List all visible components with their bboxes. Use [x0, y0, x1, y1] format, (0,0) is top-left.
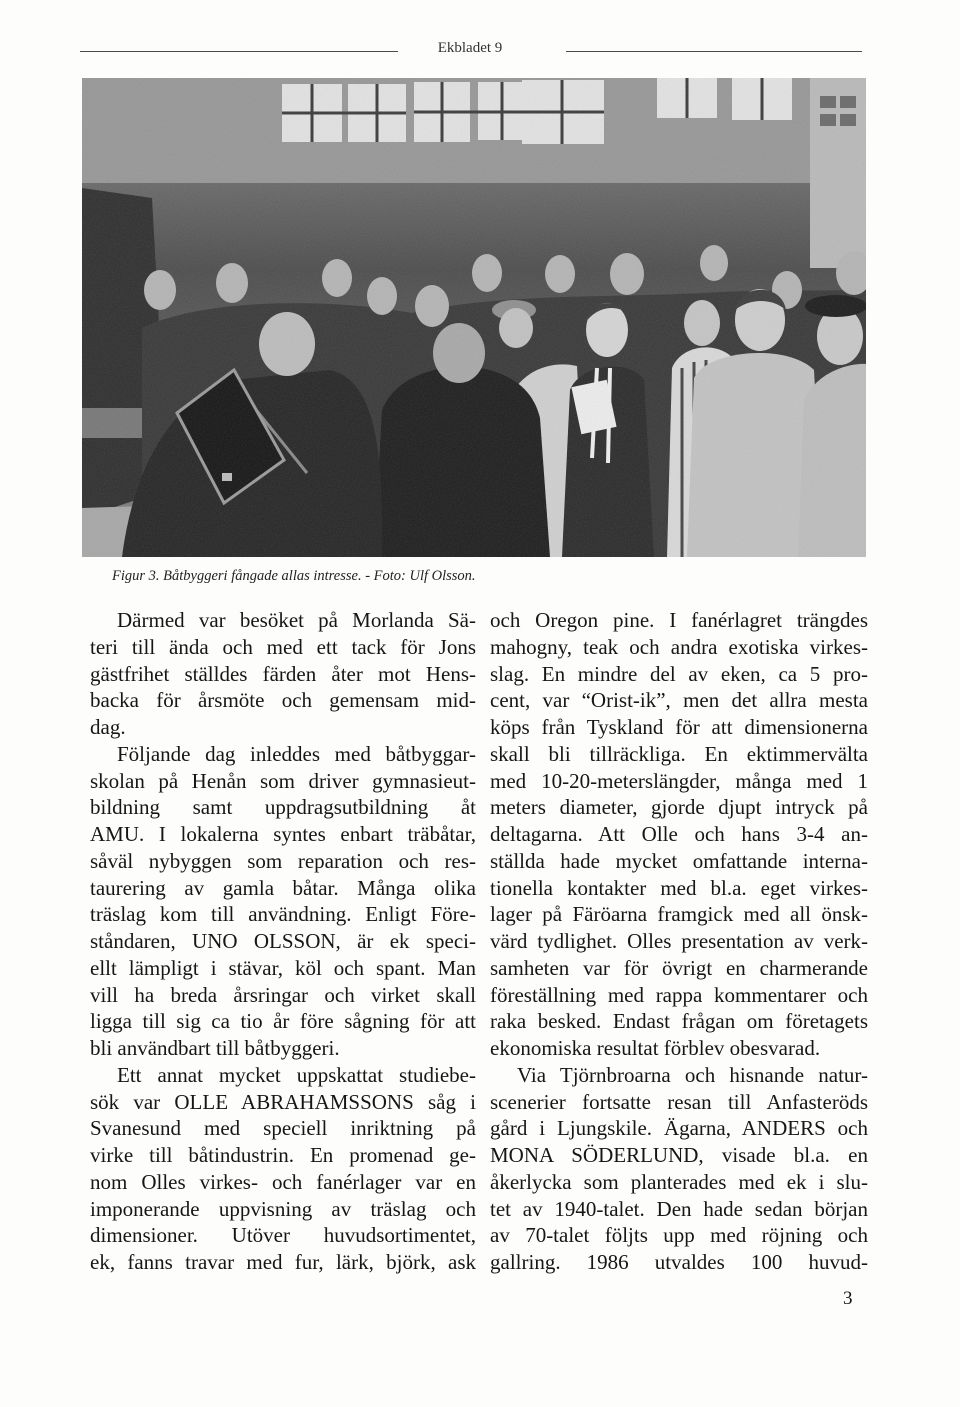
text-line: gård i Ljungskile. Ägarna, ANDERS och	[490, 1116, 868, 1141]
text-line: AMU. I lokalerna syntes enbart träbåtar,	[90, 822, 476, 846]
text-line: av 70-talet följts upp med röjning och	[490, 1223, 868, 1248]
text-line: köps från Tyskland för att dimensionerna	[490, 715, 868, 739]
text-line: Via Tjörnbroarna och hisnande natur-	[517, 1062, 868, 1087]
paragraph	[490, 607, 868, 1062]
text-line: såväl nybyggen som reparation och res-	[90, 848, 476, 873]
text-line: träslag kom till användning. Enligt Före-	[90, 902, 476, 927]
text-line: dimensioner. Utöver huvudsortimentet,	[90, 1223, 476, 1248]
text-line: virke till båtindustrin. En promenad ge-	[90, 1143, 476, 1167]
text-line: bildning samt uppdragsutbildning åt	[90, 795, 476, 820]
text-column-left	[90, 607, 476, 1276]
text-line: ek, fanns travar med fur, lärk, björk, ask	[90, 1250, 476, 1274]
text-line: skall bli tillräckliga. En ektimmervälta	[490, 741, 868, 766]
text-line: ståndaren, UNO OLSSON, är ek speci-	[90, 929, 476, 953]
text-line: tet av 1940-talet. Den hade sedan början	[490, 1196, 868, 1221]
paragraph	[90, 1062, 476, 1276]
text-line: backa för årsmöte och gemensam mid-	[90, 688, 476, 713]
running-header: Ekbladet 9	[437, 40, 503, 56]
text-line: nom Olles virkes- och fanérlager var en	[90, 1169, 476, 1194]
text-line: ellt lämpligt i stävar, köl och spant. Man	[90, 955, 476, 980]
text-line: värd tydlighet. Olles presentation av verk-	[490, 929, 868, 953]
paragraph	[90, 607, 476, 741]
text-line: bli användbart till båtbyggeri.	[90, 1036, 340, 1060]
photo-crowd-in-boat-workshop	[82, 78, 866, 557]
text-line: scenerier fortsatte resan till Anfasteröds	[490, 1089, 868, 1114]
paragraph	[490, 1062, 868, 1276]
text-line: sök var OLLE ABRAHAMSSONS såg i	[90, 1089, 476, 1114]
text-line: teri till ända och med ett tack för Jons	[90, 634, 476, 659]
text-line: slag. En mindre del av eken, ca 5 pro-	[490, 661, 868, 686]
text-line: tionella kontakter med bl.a. eget virkes-	[490, 875, 868, 900]
text-line: vill ha breda årsringar och virket skall	[90, 982, 476, 1007]
text-line: meters diameter, gjorde djupt intryck på	[490, 795, 868, 820]
paragraph	[90, 741, 476, 1062]
text-line: dag.	[90, 715, 126, 739]
text-line: taurering av gamla båtar. Många olika	[90, 875, 476, 900]
text-line: med 10-20-meterslängder, många med 1	[490, 768, 868, 793]
text-line: gallring. 1986 utvaldes 100 huvud-	[490, 1250, 868, 1274]
text-line: ekonomiska resultat förblev obesvarad.	[490, 1036, 821, 1060]
text-line: samheten var för övrigt en charmerande	[490, 955, 868, 980]
text-line: föreställning med rappa kommentarer och	[490, 982, 868, 1007]
text-column-right	[490, 607, 868, 1276]
text-line: Följande dag inleddes med båtbyggar-	[117, 741, 476, 766]
header-rule-right	[566, 51, 862, 52]
photo	[82, 78, 866, 557]
text-line: deltagarna. Att Olle och hans 3-4 an-	[490, 822, 868, 846]
text-line: och Oregon pine. I fanérlagret trängdes	[490, 608, 868, 632]
text-line: ligga till sig ca tio år före sågning för att	[90, 1009, 476, 1034]
text-line: lager på Färöarna framgick med all önsk-	[490, 902, 868, 927]
text-line: Ett annat mycket uppskattat studiebe-	[117, 1062, 476, 1087]
text-line: åkerlycka som planterades med ek i slu-	[490, 1169, 868, 1194]
header-rule-left	[80, 51, 398, 52]
text-line: gästfrihet ställdes färden åter mot Hens-	[90, 661, 476, 686]
text-line: Svanesund med speciell inriktning på	[90, 1116, 476, 1141]
text-line: ställda hade mycket omfattande interna-	[490, 848, 868, 873]
page-number: 3	[843, 1288, 853, 1309]
text-line: Därmed var besöket på Morlanda Sä-	[117, 608, 476, 632]
text-line: raka besked. Endast frågan om företagets	[490, 1009, 868, 1034]
text-line: imponerande uppvisning av träslag och	[90, 1196, 476, 1221]
text-line: mahogny, teak och andra exotiska virkes-	[490, 634, 868, 659]
figure-caption: Figur 3. Båtbyggeri fångade allas intresse. - Foto: Ulf Olsson.	[112, 568, 476, 584]
text-line: MONA SÖDERLUND, visade bl.a. en	[490, 1143, 868, 1167]
text-line: skolan på Henån som driver gymnasieut-	[90, 768, 476, 793]
text-line: cent, var “Orist-ik”, men det allra mesta	[490, 688, 868, 713]
